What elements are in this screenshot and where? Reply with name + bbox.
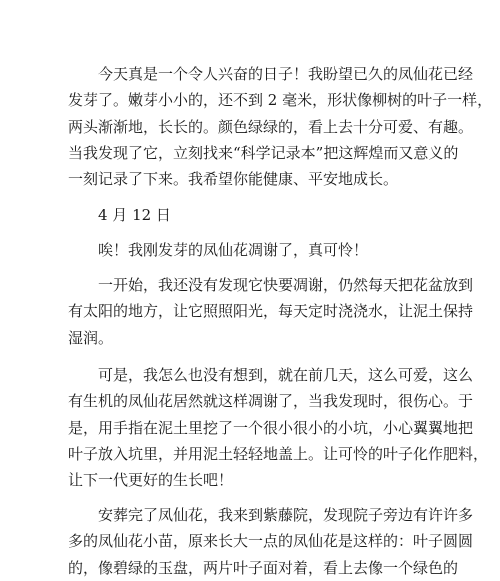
- text-line: 今天真是一个令人兴奋的日子！我盼望已久的凤仙花已经: [68, 65, 474, 83]
- date-heading: [68, 202, 432, 228]
- text-line: 让下一代更好的生长吧！: [68, 471, 234, 490]
- text-line: 两头渐渐地，长长的。颜色绿绿的，看上去十分可爱、有趣。: [68, 117, 474, 136]
- text-line: 可是，我怎么也没有想到，就在前几天，这么可爱，这么: [68, 366, 474, 384]
- text-line: 有生机的凤仙花居然就这样凋谢了，当我发现时，很伤心。于: [68, 392, 474, 411]
- paragraph-sprouting: [68, 61, 493, 192]
- text-line: 一开始，我还没有发现它快要凋谢，仍然每天把花盆放到: [68, 276, 474, 294]
- text-line: 安葬完了凤仙花，我来到紫藤院，发现院子旁边有许许多: [68, 506, 474, 524]
- text-line: 的，像碧绿的玉盘，两片叶子面对着，看上去像一个绿色的: [68, 558, 459, 577]
- text-line: 有太阳的地方，让它照照阳光，每天定时浇浇水，让泥土保持: [68, 302, 474, 321]
- text-line: 是，用手指在泥土里挖了一个很小很小的小坑，小心翼翼地把: [68, 418, 474, 437]
- paragraph-care: [68, 272, 474, 351]
- paragraph-withered: [68, 237, 432, 263]
- text-line: 一刻记录了下来。我希望你能健康、平安地成长。: [68, 170, 399, 189]
- text-line: 发芽了。嫩芽小小的，还不到 2 毫米，形状像柳树的叶子一样，: [68, 91, 493, 110]
- date-text: 4 月 12 日: [68, 206, 171, 224]
- text-line: 唉！我刚发芽的凤仙花凋谢了，真可怜！: [68, 241, 369, 259]
- paragraph-wisteria: [68, 502, 474, 577]
- text-line: 湿润。: [68, 328, 114, 347]
- paragraph-burial: [68, 362, 489, 493]
- text-line: 叶子放入坑里，并用泥土轻轻地盖上。让可怜的叶子化作肥料，: [68, 444, 489, 463]
- text-line: 多的凤仙花小苗，原来长大一点的凤仙花是这样的：叶子圆圆: [68, 532, 474, 551]
- text-line: 当我发现了它，立刻找来“科学记录本”把这辉煌而又意义的: [68, 143, 459, 162]
